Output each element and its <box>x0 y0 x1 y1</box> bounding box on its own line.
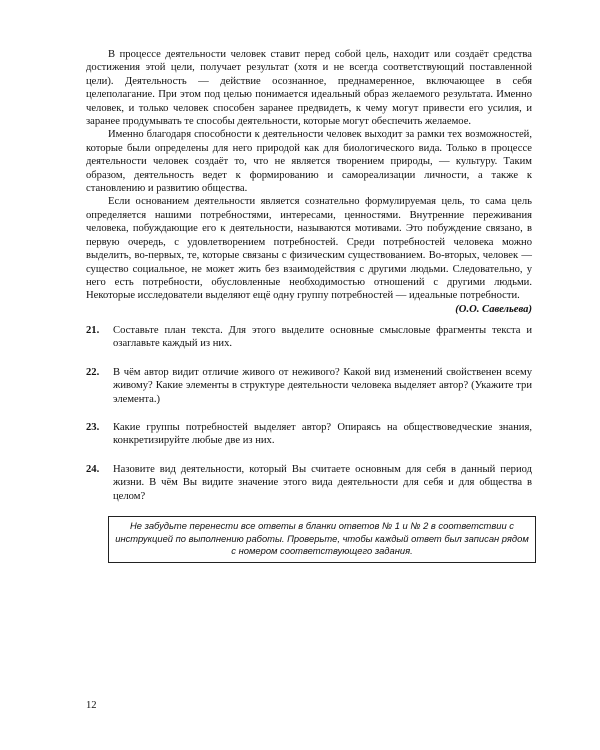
task-22 <box>86 366 532 406</box>
passage-paragraph-1: В процессе деятельности человек ставит перед собой цель, находит или создаёт средства достижения этой цели, получает результат (хотя и не всегда соответствующий поставленной цели). Деятельность — действие осознанное, преднамеренное, включающее в себя целеполагание. При этом под целью понимается идеальный образ желаемого результата. Именно человек, и только человек способен заранее предвидеть, к чему могут привести его усилия, и заранее продумывать те способы деятельности, которые могут обеспечить желаемое. <box>86 49 532 128</box>
task-number: 24. <box>86 463 100 475</box>
task-text: Какие группы потребностей выделяет автор? Опираясь на обществоведческие знания, конкретизируйте любые две из них. <box>113 422 532 447</box>
passage-paragraph-3: Если основанием деятельности является сознательно формулируемая цель, то сама цель определяется нашими потребностями, интересами, ценностями. Внутренние переживания человека, побуждающие его к деятельности, называются мотивами. Это побуждение связано, в первую очередь, с удовлетворением потребностей. Среди потребностей человека можно выделить, во-первых, те, которые связаны с физическим существованием. Во-вторых, человек — существо социальное, не может жить без взаимодействия с другими людьми. Следовательно, у него есть потребности, обусловленные необходимостью отношений с другими людьми. Некоторые исследователи выделяют ещё одну группу потребностей — идеальные потребности. <box>86 196 532 302</box>
task-number: 22. <box>86 366 100 378</box>
task-list <box>86 320 532 503</box>
task-number: 21. <box>86 325 100 336</box>
passage-paragraph-2: Именно благодаря способности к деятельности человек выходит за рамки тех возможностей, которые были определены для него природой как для биологического вида. Только в процессе деятельности человек создаёт то, что не является творением природы, — культуру. Таким образом, деятельность ведет к формированию и самореализации личности, а также к становлению и развитию общества. <box>86 129 532 195</box>
page-number: 12 <box>86 700 97 711</box>
task-number: 23. <box>86 422 100 434</box>
answer-transfer-note: Не забудьте перенести все ответы в бланки ответов № 1 и № 2 в соответствии с инструкцией по выполнению работы. Проверьте, чтобы каждый ответ был записан рядом с номером соответствующего задания. <box>108 516 536 563</box>
task-text: Назовите вид деятельности, который Вы считаете основным для себя в данный период жизни. В чём Вы видите значение этого вида деятельности для себя и для общества в целом? <box>113 463 532 502</box>
reading-passage <box>86 48 532 316</box>
task-text: Составьте план текста. Для этого выделите основные смысловые фрагменты текста и озаглавьте каждый из них. <box>113 325 532 350</box>
task-23 <box>86 421 532 448</box>
task-21 <box>86 324 532 351</box>
passage-source: (О.О. Савельева) <box>455 303 532 315</box>
task-text: В чём автор видит отличие живого от неживого? Какой вид изменений свойственен всему живому? Какие элементы в структуре деятельности человека выделяет автор? (Укажите три элемента.) <box>113 366 532 405</box>
task-24 <box>86 463 532 503</box>
